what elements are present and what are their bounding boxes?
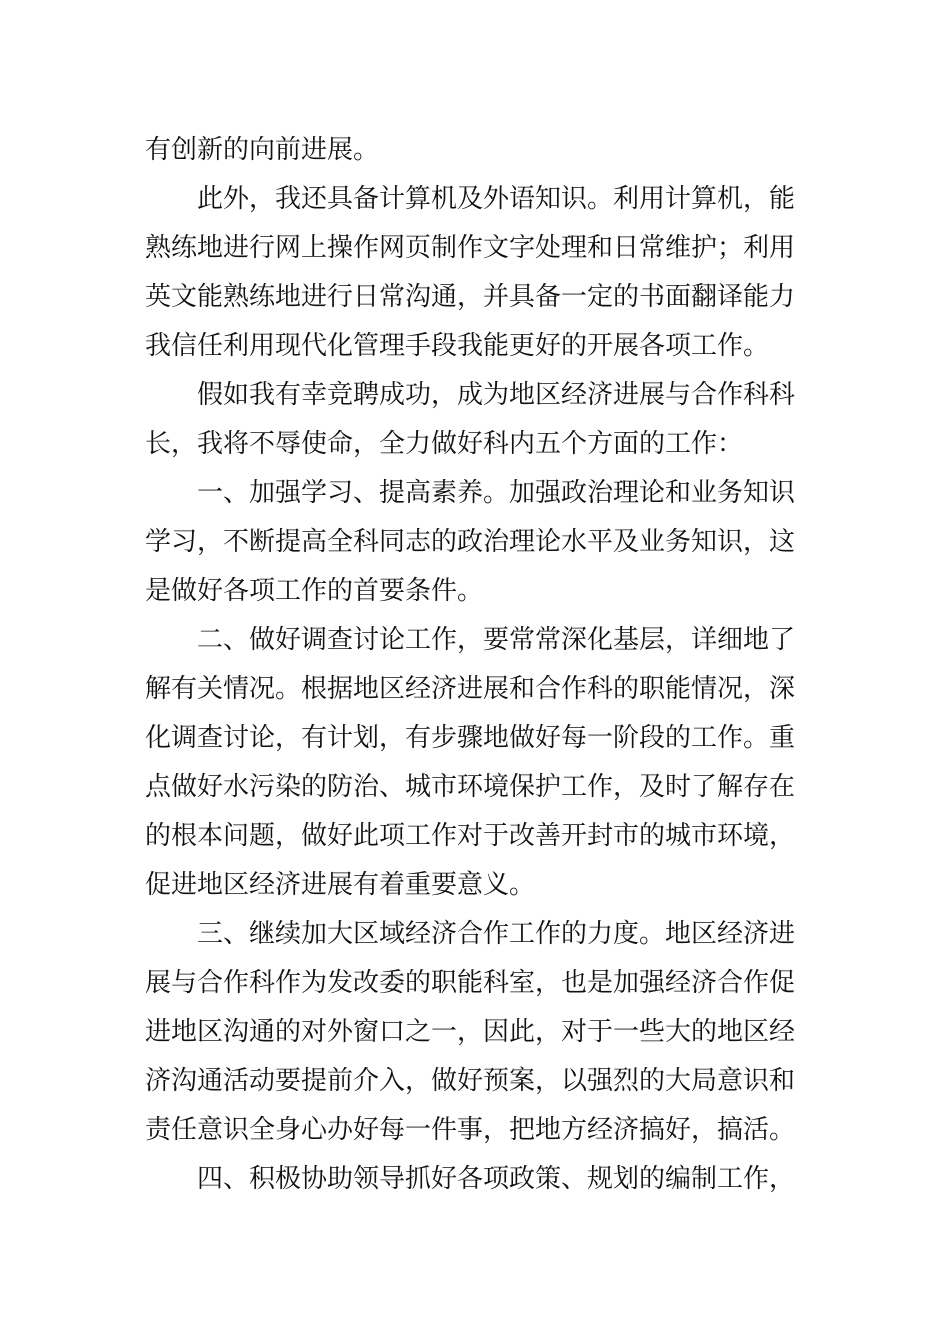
text-line: 此外，我还具备计算机及外语知识。利用计算机，能 [197,184,796,214]
text-line: 展与合作科作为发改委的职能科室，也是加强经济合作促 [145,968,796,998]
text-line: 济沟通活动要提前介入，做好预案，以强烈的大局意识和 [145,1066,796,1096]
text-line: 进地区沟通的对外窗口之一，因此，对于一些大的地区经 [145,1017,796,1047]
text-line: 责任意识全身心办好每一件事，把地方经济搞好，搞活。 [145,1115,796,1145]
text-line: 熟练地进行网上操作网页制作文字处理和日常维护；利用 [145,233,796,263]
text-line: 解有关情况。根据地区经济进展和合作科的职能情况，深 [145,674,796,704]
text-line: 英文能熟练地进行日常沟通，并具备一定的书面翻译能力 [145,282,796,312]
text-line: 有创新的向前进展。 [145,135,380,165]
text-line: 四、积极协助领导抓好各项政策、规划的编制工作， [197,1164,796,1194]
text-line: 的根本问题，做好此项工作对于改善开封市的城市环境， [145,821,796,851]
text-line: 一、加强学习、提高素养。加强政治理论和业务知识 [197,478,796,508]
text-line: 我信任利用现代化管理手段我能更好的开展各项工作。 [145,331,770,361]
text-line: 三、继续加大区域经济合作工作的力度。地区经济进 [197,919,796,949]
text-line: 化调查讨论，有计划，有步骤地做好每一阶段的工作。重 [145,723,796,753]
text-line: 是做好各项工作的首要条件。 [145,576,484,606]
text-line: 二、做好调查讨论工作，要常常深化基层，详细地了 [197,625,796,655]
text-line: 假如我有幸竞聘成功，成为地区经济进展与合作科科 [197,380,796,410]
text-line: 长，我将不辱使命，全力做好科内五个方面的工作： [145,429,744,459]
text-line: 促进地区经济进展有着重要意义。 [145,870,536,900]
text-line: 点做好水污染的防治、城市环境保护工作，及时了解存在 [145,772,796,802]
text-line: 学习，不断提高全科同志的政治理论水平及业务知识，这 [145,527,796,557]
